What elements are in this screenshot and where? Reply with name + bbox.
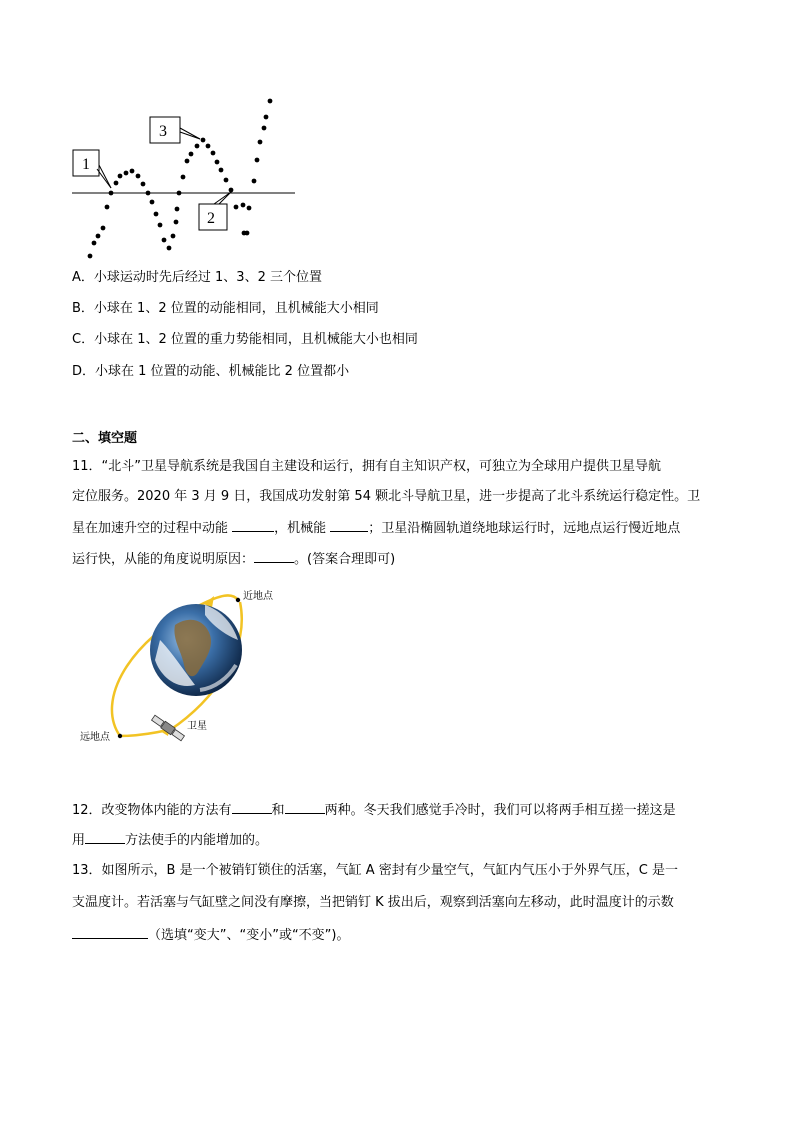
label-3: 3 <box>159 123 167 140</box>
trajectory-dot <box>224 178 229 183</box>
trajectory-dot <box>247 206 252 211</box>
trajectory-dot <box>241 203 246 208</box>
trajectory-dot <box>255 158 260 163</box>
trajectory-dot <box>201 138 206 143</box>
trajectory-dot <box>185 159 190 164</box>
trajectory-dot <box>150 200 155 205</box>
trajectory-dot <box>146 191 151 196</box>
trajectory-dot <box>181 175 186 180</box>
blank-kinetic[interactable] <box>232 519 274 532</box>
trajectory-dot <box>177 191 182 196</box>
label-2: 2 <box>207 210 215 227</box>
q13-line1: 13．如图所示，B 是一个被销钉锁住的活塞，气缸 A 密封有少量空气，气缸内气压小于外界气压，C 是一 <box>72 863 678 878</box>
q12-line2: 用 方法使手的内能增加的。 <box>72 833 269 848</box>
q13-line3: （选填“变大”、“变小”或“不变”)。 <box>72 926 349 945</box>
blank-method-1[interactable] <box>232 801 272 814</box>
trajectory-dot <box>88 254 93 259</box>
blank-method-2[interactable] <box>285 801 325 814</box>
trajectory-dot <box>268 99 273 104</box>
trajectory-dot <box>195 144 200 149</box>
ball-trajectory-diagram <box>60 90 310 265</box>
option-b: B．小球在 1、2 位置的动能相同，且机械能大小相同 <box>72 301 379 316</box>
trajectory-dot <box>162 238 167 243</box>
trajectory-dot <box>124 171 129 176</box>
blank-method-3[interactable] <box>85 831 125 844</box>
trajectory-dot <box>206 144 211 149</box>
perigee-label: 近地点 <box>243 591 273 602</box>
trajectory-dot <box>101 226 106 231</box>
blank-reason[interactable] <box>254 550 294 563</box>
trajectory-dot <box>229 188 234 193</box>
trajectory-dot <box>105 205 110 210</box>
trajectory-dot <box>92 241 97 246</box>
trajectory-dot <box>245 231 250 236</box>
trajectory-dot <box>252 179 257 184</box>
trajectory-dot <box>158 223 163 228</box>
apogee-label: 远地点 <box>80 732 110 743</box>
q12-line1: 12．改变物体内能的方法有 和 两种。冬天我们感觉手冷时，我们可以将两手相互搓一搓这是 <box>72 803 676 818</box>
trajectory-dot <box>234 205 239 210</box>
q11-line4: 运行快，从能的角度说明原因： 。(答案合理即可) <box>72 552 396 567</box>
label-1: 1 <box>82 156 90 173</box>
trajectory-dot <box>215 160 220 165</box>
trajectory-dot <box>219 168 224 173</box>
trajectory-dot <box>171 234 176 239</box>
q11-line3: 星在加速升空的过程中动能 ，机械能 ；卫星沿椭圆轨道绕地球运行时，远地点运行慢近地点 <box>72 521 681 536</box>
trajectory-dot <box>96 234 101 239</box>
trajectory-dot <box>258 140 263 145</box>
blank-mechanical[interactable] <box>330 519 368 532</box>
satellite-label: 卫星 <box>187 721 207 732</box>
q11-line2: 定位服务。2020 年 3 月 9 日，我国成功发射第 54 颗北斗导航卫星，进一步提高了北斗系统运行稳定性。卫 <box>72 489 701 504</box>
satellite-icon <box>151 714 185 741</box>
q13-line2: 支温度计。若活塞与气缸壁之间没有摩擦，当把销钉 K 拔出后，观察到活塞向左移动，此时温度计的示数 <box>72 895 674 910</box>
trajectory-dot <box>109 191 114 196</box>
option-a: A．小球运动时先后经过 1、3、2 三个位置 <box>72 270 322 285</box>
section-title: 二、填空题 <box>72 431 138 446</box>
trajectory-dot <box>264 115 269 120</box>
trajectory-dot <box>167 246 172 251</box>
trajectory-dot <box>130 169 135 174</box>
trajectory-dot <box>211 151 216 156</box>
trajectory-dot <box>118 174 123 179</box>
trajectory-dot <box>141 182 146 187</box>
option-c: C．小球在 1、2 位置的重力势能相同，且机械能大小也相同 <box>72 332 418 347</box>
trajectory-dot <box>136 174 141 179</box>
q11-line1: 11．“北斗”卫星导航系统是我国自主建设和运行，拥有自主知识产权，可独立为全球用户提供卫星导航 <box>72 459 662 474</box>
trajectory-dot <box>175 207 180 212</box>
trajectory-dot <box>262 126 267 131</box>
trajectory-dot <box>154 212 159 217</box>
trajectory-dot <box>114 181 119 186</box>
trajectory-dot <box>174 220 179 225</box>
satellite-orbit-diagram <box>75 580 295 750</box>
trajectory-dot <box>189 152 194 157</box>
earth-image <box>150 604 242 696</box>
blank-thermometer[interactable] <box>72 926 148 939</box>
option-d: D．小球在 1 位置的动能、机械能比 2 位置都小 <box>72 364 350 379</box>
